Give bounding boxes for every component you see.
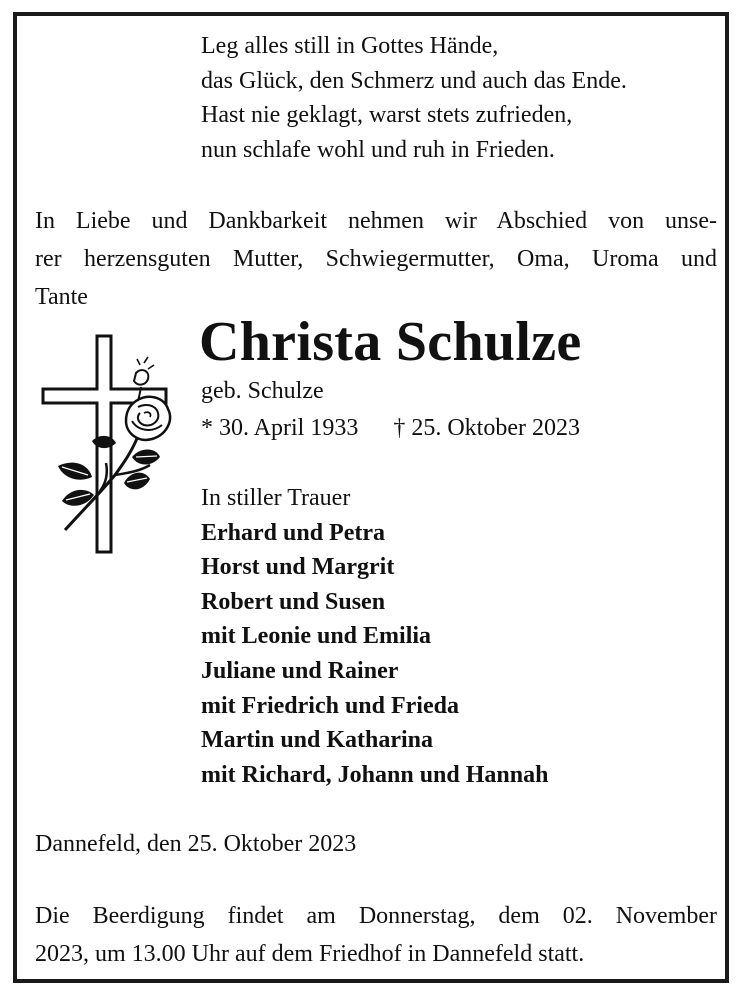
birth-name: geb. Schulze	[201, 378, 324, 404]
funeral-line: Die Beerdigung findet am Donnerstag, dem 02. November	[35, 903, 717, 929]
mourners-list	[201, 481, 548, 792]
poem-line: das Glück, den Schmerz und auch das Ende.	[201, 67, 627, 94]
cross-with-rose-icon	[40, 333, 180, 558]
mourner-entry: Horst und Margrit	[201, 554, 395, 581]
mourner-entry: mit Richard, Johann und Hannah	[201, 761, 549, 788]
funeral-notice	[35, 897, 717, 973]
intro-line: Tante	[35, 284, 88, 310]
mourner-entry: mit Leonie und Emilia	[201, 623, 432, 650]
intro-paragraph	[35, 202, 717, 316]
mourner-entry: Juliane und Rainer	[201, 657, 399, 684]
death-date: † 25. Oktober 2023	[393, 415, 580, 441]
intro-line: In Liebe und Dankbarkeit nehmen wir Abschied von unse-	[35, 208, 717, 234]
mourner-entry: Erhard und Petra	[201, 519, 386, 546]
poem-line: nun schlafe wohl und ruh in Frieden.	[201, 136, 555, 163]
poem-line: Hast nie geklagt, warst stets zufrieden,	[201, 102, 573, 128]
place-and-date: Dannefeld, den 25. Oktober 2023	[35, 831, 357, 857]
mourner-entry: Robert und Susen	[201, 588, 386, 615]
mourner-entry: Martin und Katharina	[201, 727, 434, 754]
mourner-entry: mit Friedrich und Frieda	[201, 692, 459, 719]
funeral-line: 2023, um 13.00 Uhr auf dem Friedhof in Dannefeld statt.	[35, 941, 585, 967]
poem-line: Leg alles still in Gottes Hände,	[201, 33, 499, 59]
memorial-poem	[201, 29, 627, 167]
birth-date: * 30. April 1933	[201, 415, 359, 441]
deceased-name: Christa Schulze	[199, 311, 582, 373]
mourners-heading: In stiller Trauer	[201, 485, 351, 511]
life-dates	[201, 411, 580, 445]
intro-line: rer herzensguten Mutter, Schwiegermutter, Oma, Uroma und	[35, 246, 717, 272]
